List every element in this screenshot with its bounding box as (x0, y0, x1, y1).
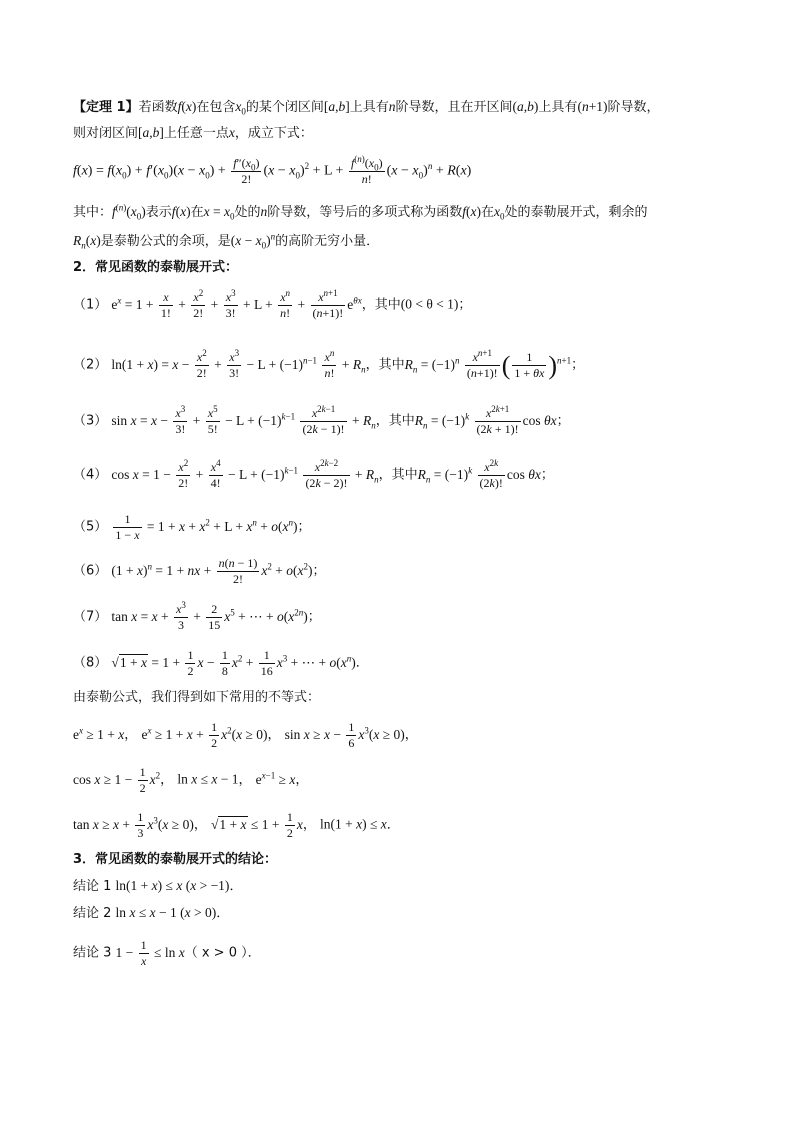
expansion-6: （6） $(1 + x)^n = 1$ + nx + $\frac{n(n - 1)}{2!}$ $x^2 + o(x^2)$； (73, 556, 326, 586)
item-label: （4） (73, 467, 108, 483)
text: 的某个闭区间 (245, 100, 324, 115)
text: 处的泰勒展开式，剩余的 (504, 205, 648, 220)
item-label: （8） (73, 655, 108, 671)
taylor-formula: $f(x) = f(x_0) + f'(x_0)(x - x_0)$ + $\frac{f''(x_0)}{2!}$ $(x - x_0)^2 + L$ + $\frac{f^{(n)}(x_0)}{n!}$ $(x - x_0)^n + R(x)$ (73, 154, 472, 186)
section-3-title: 3．常见函数的泰勒展开式的结论： (73, 852, 278, 867)
text: ， (267, 727, 281, 743)
conclusion-2: 结论 2 ln x ≤ x − 1 (x > 0)． (73, 905, 230, 921)
expansion-3: （3） sin x = x − $\frac{x^3}{3!}$ + $\frac{x^5}{5!}$ − $L + (-1)^{k-1}$ $\frac{x^{2k-1}}{(2k - 1)!}$ + $R_n$，其中$R_n = (-1)^k$ $\frac{x^{2k+1}}{(2k + 1)!}$ cos θx； (73, 404, 570, 436)
text: ． (386, 817, 400, 833)
conclusion-label: 结论 2 (73, 906, 112, 921)
item-label: （7） (73, 609, 108, 625)
inequalities-row-2: cos x ≥ 1 − $\frac{1}{2}$ $x^2$， ln x ≤ x − 1， $e^{x-1} \ge x$， (73, 765, 309, 795)
text: 上具有 (349, 100, 389, 115)
text: 上具有 (538, 100, 578, 115)
remark-line-2: $R_n(x)$是泰勒公式的余项，是$(x - x_0)^n$的高阶无穷小量． (73, 231, 380, 251)
text: ； (556, 413, 570, 429)
text: 在 (190, 205, 204, 220)
text: 的高阶无穷小量． (275, 234, 380, 249)
text: 是泰勒公式的余项，是 (100, 234, 231, 249)
inequalities-row-3: tan x ≥ x + $\frac{1}{3}$ $x^3(x \ge 0)$， √1 + x ≤ 1 + $\frac{1}{2}$ x， ln(1 + x) ≤ x． (73, 810, 400, 840)
text: ， (124, 727, 138, 743)
expansion-1: （1） $e^x = 1$ + $\frac{x}{1!}$ + $\frac{x^2}{2!}$ + $\frac{x^3}{3!}$ + L + $\frac{x^n}{n!}$ + $\frac{x^{n+1}}{(n+1)!}$ $e^{\theta x}$，其中(0 < θ < 1)； (73, 288, 472, 320)
text: ， (302, 817, 316, 833)
text: 表示 (145, 205, 172, 220)
theorem-line-1: 【定理 1】若函数f(x)在包含$x_0$的某个闭区间[a,b]上具有n阶导数，且在开区间(a,b)上具有(n+1)阶导数， (73, 99, 660, 117)
conclusion-3: 结论 3 1 − $\frac{1}{x}$ ≤ ln x（ x > 0 ）． (73, 938, 261, 968)
expansion-7: （7） tan x = x + $\frac{x^3}{3}$ + $\frac{2}{15}$ $x^5$ + ⋯ + $o(x^{2n})$； (73, 600, 321, 632)
text: ； (297, 519, 311, 535)
text: ，其中 (375, 413, 415, 429)
text: ， (404, 727, 418, 743)
text: ； (540, 467, 554, 483)
text: ， (295, 772, 309, 788)
theorem-label: 【定理 1】 (73, 100, 139, 115)
conclusion-1: 结论 1 ln(1 + x) ≤ x (x > −1)． (73, 878, 243, 894)
text: 在 (481, 205, 495, 220)
text: ； (571, 357, 585, 373)
item-label: （2） (73, 357, 108, 373)
text: 则对闭区间 (73, 126, 139, 141)
text: 其中： (73, 205, 113, 220)
expansion-4: （4） cos x = 1 − $\frac{x^2}{2!}$ + $\frac{x^4}{4!}$ − $L + (-1)^{k-1}$ $\frac{x^{2k-2}}{(2k - 2)!}$ + $R_n$，其中$R_n = (-1)^k$ $\frac{x^{2k}}{(2k)!}$ cos θx； (73, 458, 554, 490)
text: ，成立下式： (234, 126, 313, 141)
text: ， (160, 772, 174, 788)
conclusion-label: 结论 1 (73, 879, 112, 894)
text: 若函数 (138, 100, 178, 115)
text: ，其中 (365, 357, 405, 373)
text: ； (312, 563, 326, 579)
expansion-8: （8） √1 + x = 1 + $\frac{1}{2}$ x − $\frac{1}{8}$ $x^2$ + $\frac{1}{16}$ $x^3$ + ⋯ + $o(x^n)$． (73, 648, 369, 678)
text: 处的 (234, 205, 261, 220)
text: 在包含 (196, 100, 236, 115)
remark-line-1: 其中：$f^{(n)}(x_0)$表示f(x)在$x = x_0$处的n阶导数，等号后的多项式称为函数f(x)在$x_0$处的泰勒展开式，剩余的 (73, 202, 648, 222)
expansion-5: （5） $\frac{1}{1 - x}$ = $1 + x + x^2 + L + x^n + o(x^n)$； (73, 512, 311, 542)
section-2-title: 2．常见函数的泰勒展开式： (73, 260, 239, 275)
text: ，其中 (361, 297, 401, 313)
inequalities-row-1: $e^x \ge 1 + x$， $e^x \ge 1 + x$ + $\frac{1}{2}$ $x^2(x \ge 0)$， sin x ≥ x − $\frac{1}{6}$ $x^3(x \ge 0)$， (73, 720, 418, 750)
text: 阶导数，等号后的多项式称为函数 (267, 205, 463, 220)
text: ， (238, 772, 252, 788)
text: 上任意一点 (163, 126, 229, 141)
text: ， (193, 817, 207, 833)
text: ． (216, 906, 230, 921)
inequalities-intro: 由泰勒公式，我们得到如下常用的不等式： (73, 690, 321, 705)
text: ； (307, 609, 321, 625)
expansion-2: （2） ln(1 + x) = x − $\frac{x^2}{2!}$ + $\frac{x^3}{3!}$ − $L + (-1)^{n-1}$ $\frac{x^n}{n!}$ + $R_n$，其中$R_n = (-1)^n$ $\frac{x^{n+1}}{(n+1)!}$ ( $\frac{1}{1 + \theta x}$ )$^{n+1}$； (73, 348, 585, 380)
item-label: （6） (73, 563, 108, 579)
text: （ x > 0 ）． (184, 945, 261, 961)
text: 阶导数， (607, 100, 660, 115)
text: ． (355, 655, 369, 671)
text: ，其中 (378, 467, 418, 483)
condition: (0 < θ < 1) (400, 296, 459, 312)
text: ； (458, 297, 472, 313)
text: ． (229, 879, 243, 894)
item-label: （5） (73, 519, 108, 535)
conclusion-label: 结论 3 (73, 945, 112, 961)
item-label: （3） (73, 413, 108, 429)
theorem-line-2: 则对闭区间[a,b]上任意一点x，成立下式： (73, 125, 313, 141)
item-label: （1） (73, 297, 108, 313)
text: 阶导数，且在开区间 (395, 100, 513, 115)
